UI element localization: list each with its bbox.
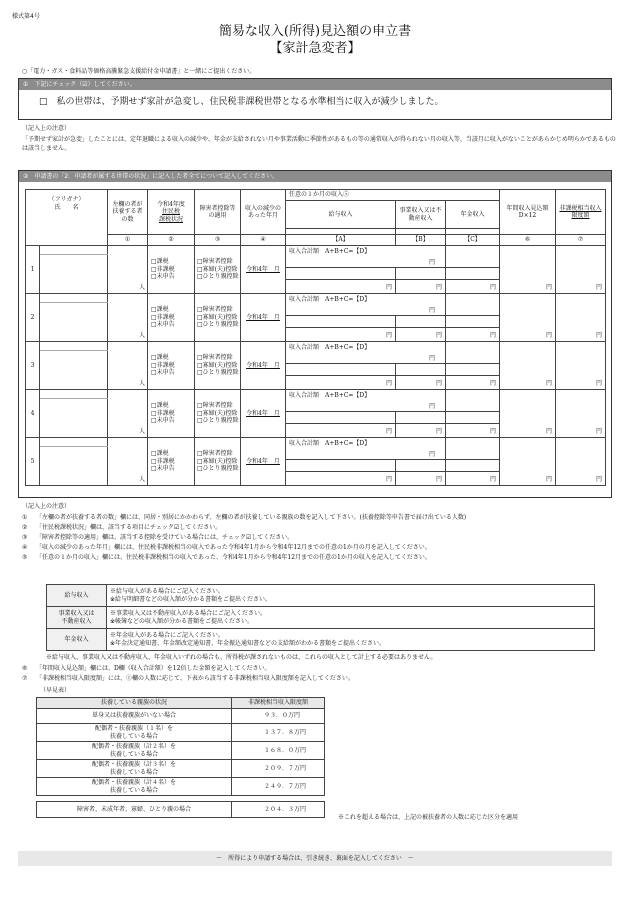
col-tax-year: 令和4年度: [157, 200, 185, 208]
tax-status-options[interactable]: □課税 □非課税 □未申告: [148, 342, 195, 390]
section2-box: [18, 170, 612, 498]
decrease-date-field[interactable]: 令和4年 月: [241, 246, 286, 294]
limit-field[interactable]: 円: [556, 294, 606, 342]
col-business: 事業収入又は不動産収入: [399, 207, 442, 222]
limit-header-status: 扶養している親族の状況: [37, 698, 232, 709]
col-annual-income: 年間収入見込額 D×12: [506, 204, 549, 219]
decrease-date-field[interactable]: 令和4年 月: [241, 390, 286, 438]
decrease-date-field[interactable]: 令和4年 月: [241, 438, 286, 486]
note-item: ③ 「障害者控除等の適用」欄は、該当する控除を受けている場合には、チェック☑してください。: [22, 534, 294, 541]
limit-row: 単身又は扶養親族がいない場合 ９３．０万円: [37, 709, 325, 724]
tax-status-options[interactable]: □課税 □非課税 □未申告: [148, 390, 195, 438]
salary-field[interactable]: 円: [286, 424, 396, 438]
dependents-field[interactable]: 人: [108, 390, 148, 438]
note-item: ② 「住民税課税状況」欄は、該当する項目にチェック☑してください。: [22, 524, 222, 531]
section1-checkbox[interactable]: □ 私の世帯は、予期せず家計が急変し、住民税非課税世帯となる水準相当に収入が減少しました。: [39, 97, 444, 107]
deduction-options[interactable]: □障害者控除 □寡婦(夫)控除 □ひとり親控除: [195, 246, 241, 294]
limit-row: 配偶者・扶養親族（計２名）を 扶養している場合 １６８．０万円: [37, 742, 325, 760]
note-item: ① 「左欄の者が扶養する者の数」欄には、同居・別居にかかわらず、左欄の者が扶養している親族の数を記入して下さい。(扶養控除等申告書で届け出ている人数): [22, 514, 467, 521]
name-field[interactable]: [40, 303, 108, 342]
income-type-row: [47, 585, 595, 607]
col-tax-resident: 住民税: [162, 208, 181, 216]
pension-field[interactable]: 円: [446, 424, 500, 438]
annual-income-field[interactable]: 円: [500, 294, 556, 342]
business-field[interactable]: 円: [396, 376, 446, 390]
dependents-field[interactable]: 人: [108, 246, 148, 294]
pension-field[interactable]: 円: [446, 280, 500, 294]
name-field[interactable]: [40, 447, 108, 486]
col-tag-c: 【C】: [446, 235, 500, 246]
col-num-4: ④: [241, 235, 286, 246]
furigana-field[interactable]: [40, 294, 108, 303]
income-type-desc: ※給与収入がある場合にご記入ください。 ※給与明細書などの収入額が分かる書類をご提出ください。: [107, 585, 595, 607]
note1-title: （記入上の注意）: [22, 125, 71, 132]
annual-income-field[interactable]: 円: [500, 438, 556, 486]
income-total-field[interactable]: 収入合計額 A+B+C=【D】 円: [286, 246, 446, 268]
tax-status-options[interactable]: □課税 □非課税 □未申告: [148, 246, 195, 294]
income-total-field[interactable]: 収入合計額 A+B+C=【D】 円: [286, 342, 446, 364]
pension-field[interactable]: 円: [446, 472, 500, 486]
salary-field[interactable]: 円: [286, 328, 396, 342]
note-item: ⑦ 「非課税相当収入限度額」には、①欄の人数に応じて、下表から該当する非課税相当収入限度額を記入してください。: [22, 675, 354, 682]
table-row: [26, 342, 606, 351]
salary-field[interactable]: 円: [286, 376, 396, 390]
name-field[interactable]: [40, 351, 108, 390]
dependents-field[interactable]: 人: [108, 294, 148, 342]
row-number: 2: [26, 294, 40, 342]
col-salary: 給与収入: [286, 201, 396, 229]
quick-table-title: （早見表）: [40, 687, 71, 694]
furigana-field[interactable]: [40, 390, 108, 399]
deduction-options[interactable]: □障害者控除 □寡婦(夫)控除 □ひとり親控除: [195, 294, 241, 342]
dependents-field[interactable]: 人: [108, 438, 148, 486]
income-total-field[interactable]: 収入合計額 A+B+C=【D】 円: [286, 438, 446, 460]
limit-field[interactable]: 円: [556, 438, 606, 486]
deduction-options[interactable]: □障害者控除 □寡婦(夫)控除 □ひとり親控除: [195, 342, 241, 390]
col-name: 氏 名: [54, 203, 79, 211]
tax-status-options[interactable]: □課税 □非課税 □未申告: [148, 438, 195, 486]
income-type-table: [46, 584, 595, 651]
intro-text: ○「電力・ガス・食料品等価格高騰緊急支援給付金申請書」と一緒にご提出ください。: [22, 68, 256, 75]
limit-field[interactable]: 円: [556, 390, 606, 438]
footer-banner: 〜 所得により申請する場合は、引き続き、裏面を記入してください 〜: [18, 851, 612, 866]
section2-header: ② 申請書の「2．申請者が属する世帯の状況」に記入した者全てについて記入してください。: [19, 171, 611, 182]
note-item: ④ 「収入の減少のあった年月」欄には、住民税非課税相当の収入であった令和4年1月から令和4年12月までの任意の1か月の月を記入してください。: [22, 544, 431, 551]
limit-row: 配偶者・扶養親族（１名）を 扶養している場合 １３７．８万円: [37, 724, 325, 742]
table-row: [26, 246, 606, 255]
income-type-label: 給与収入: [47, 585, 107, 607]
note1-text: 「予期せず家計が急変」したことには、定年退職による収入の減少や、年金が支給されない月や事業活動に季節性があるもの等の通常収入が得られない月の収入等、当該月に収入がないことがあらかじめ明らかであるものは該当しません。: [22, 136, 616, 152]
col-pension: 年金収入: [446, 201, 500, 229]
name-field[interactable]: [40, 255, 108, 294]
deduction-options[interactable]: □障害者控除 □寡婦(夫)控除 □ひとり親控除: [195, 390, 241, 438]
note-item: ⑤ 「任意の１か月の収入」欄には、住民税非課税相当の収入であった、令和4年1月から令和4年12月までの任意の1か月の収入を記入してください。: [22, 554, 431, 561]
annual-income-field[interactable]: 円: [500, 246, 556, 294]
col-num-3: ③: [195, 235, 241, 246]
page-subtitle: 【家計急変者】: [269, 41, 361, 56]
income-total-field[interactable]: 収入合計額 A+B+C=【D】 円: [286, 294, 446, 316]
table-row: [26, 294, 606, 303]
col-dependents: 左欄の者が扶養する者の数: [112, 200, 143, 223]
limit-table: [36, 697, 325, 818]
col-num-1: ①: [108, 235, 148, 246]
limit-row: 配偶者・扶養親族（計４名）を 扶養している場合 ２４９．７万円: [37, 778, 325, 796]
note2-title: （記入上の注意）: [22, 503, 71, 510]
col-num-7: ⑦: [556, 235, 606, 246]
limit-row-special: 障害者、未成年者、寡婦、ひとり親の場合 ２０４．３万円: [37, 802, 325, 818]
section1-box: [18, 78, 612, 120]
table-row: [26, 438, 606, 447]
limit-row: 配偶者・扶養親族（計３名）を 扶養している場合 ２０９．７万円: [37, 760, 325, 778]
pension-field[interactable]: 円: [446, 328, 500, 342]
limit-field[interactable]: 円: [556, 342, 606, 390]
page-title: 簡易な収入(所得)見込額の申立書: [218, 24, 412, 39]
income-type-row: [47, 607, 595, 629]
row-number: 1: [26, 246, 40, 294]
income-type-desc: ※年金収入がある場合にご記入ください。 ※年金決定通知書、年金額改定通知書、年金振込通知書などの支給額がわかる書類をご提出ください。: [107, 629, 595, 651]
form-number: 様式第4号: [12, 13, 40, 20]
income-type-desc: ※事業収入又は不動産収入がある場合にご記入ください。 ※帳簿などの収入額が分かる書類をご提出ください。: [107, 607, 595, 629]
business-field[interactable]: 円: [396, 280, 446, 294]
decrease-date-field[interactable]: 令和4年 月: [241, 294, 286, 342]
income-type-row: [47, 629, 595, 651]
household-table: [25, 189, 606, 486]
furigana-field[interactable]: [40, 342, 108, 351]
col-furigana: （フリガナ）: [48, 196, 85, 203]
business-field[interactable]: 円: [396, 472, 446, 486]
pension-field[interactable]: 円: [446, 376, 500, 390]
name-field[interactable]: [40, 399, 108, 438]
salary-field[interactable]: 円: [286, 472, 396, 486]
business-field[interactable]: 円: [396, 424, 446, 438]
col-num-2: ②: [148, 235, 195, 246]
business-field[interactable]: 円: [396, 328, 446, 342]
section1-header: ① 下記にチェック（☑）してください。: [19, 79, 611, 90]
col-num-6: ⑥: [500, 235, 556, 246]
note2-list: [22, 513, 618, 563]
col-deductions: 障害者控除等の適用: [199, 204, 236, 219]
deduction-options[interactable]: □障害者控除 □寡婦(夫)控除 □ひとり親控除: [195, 438, 241, 486]
income-type-label: 年金収入: [47, 629, 107, 651]
tax-status-options[interactable]: □課税 □非課税 □未申告: [148, 294, 195, 342]
row-number: 4: [26, 390, 40, 438]
furigana-field[interactable]: [40, 438, 108, 447]
income-type-label: 事業収入又は 不動産収入: [47, 607, 107, 629]
col-tax-status: 課税状況: [159, 215, 184, 223]
furigana-field[interactable]: [40, 246, 108, 255]
table-row: [26, 390, 606, 399]
col-decrease-date: 収入の減少のあった年月: [245, 204, 282, 219]
income-footnote: ※給与収入、事業収入又は不動産収入、年金収入いずれの場合も、所得税が課されないものは、これらの収入として計上する必要はありません。: [46, 654, 437, 661]
row-number: 3: [26, 342, 40, 390]
note-item: ⑥ 「年間収入見込額」欄には、D欄（収入合計額）を12倍した金額を記入してください。: [22, 665, 271, 672]
limit-header-amount: 非課税相当収入限度額: [232, 698, 325, 709]
col-limit: 非課税相当収入限度額: [559, 204, 602, 219]
salary-field[interactable]: 円: [286, 280, 396, 294]
note3-list: [22, 664, 618, 684]
dependents-field[interactable]: 人: [108, 342, 148, 390]
decrease-date-field[interactable]: 令和4年 月: [241, 342, 286, 390]
col-tag-b: 【B】: [396, 235, 446, 246]
col-monthly-income: 任意の１か月の収入⑤: [286, 190, 500, 201]
limit-field[interactable]: 円: [556, 246, 606, 294]
col-tag-a: 【A】: [286, 235, 396, 246]
income-total-field[interactable]: 収入合計額 A+B+C=【D】 円: [286, 390, 446, 412]
row-number: 5: [26, 438, 40, 486]
extra-note: ※これを超える場合は、上記の被扶養者の人数に応じた区分を適用: [338, 814, 519, 821]
annual-income-field[interactable]: 円: [500, 390, 556, 438]
annual-income-field[interactable]: 円: [500, 342, 556, 390]
